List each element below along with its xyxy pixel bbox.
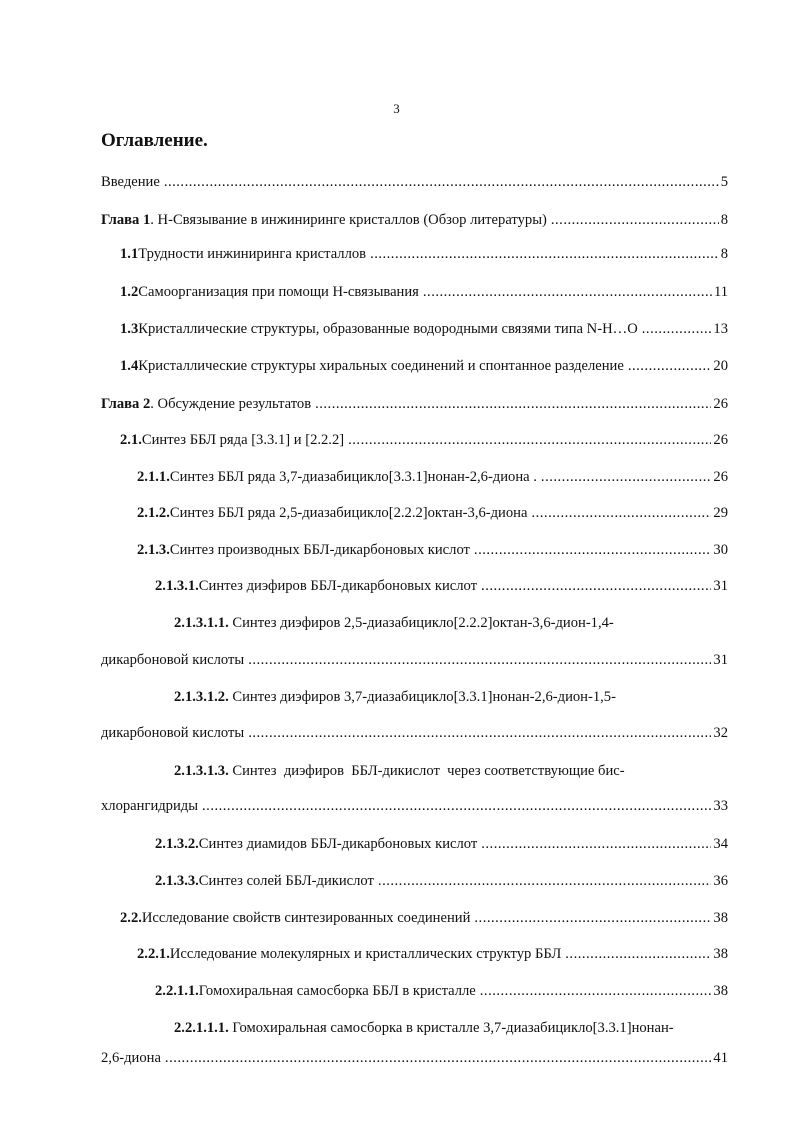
dot-leader bbox=[348, 431, 711, 449]
toc-page-number: 32 bbox=[713, 725, 728, 741]
dot-leader bbox=[315, 395, 711, 413]
toc-entry-text-continued: хлорангидриды bbox=[101, 798, 199, 814]
toc-page-number: 31 bbox=[713, 578, 728, 594]
dot-leader bbox=[164, 173, 719, 191]
toc-page-number: 26 bbox=[713, 432, 728, 448]
toc-entry-text: Гомохиральная самосборка в кристалле 3,7-диазабицикло[3.3.1]нонан- bbox=[228, 1020, 674, 1036]
toc-page-number: 38 bbox=[713, 983, 728, 999]
toc-entry-2-1-3-1-1-line2[interactable] bbox=[101, 651, 728, 669]
dot-leader bbox=[481, 835, 711, 853]
toc-entry-2-1-3-1[interactable] bbox=[155, 577, 728, 595]
toc-entry-1-3[interactable] bbox=[120, 320, 728, 338]
toc-entry-text: Синтез диэфиров 3,7-диазабицикло[3.3.1]нонан-2,6-дион-1,5- bbox=[228, 689, 616, 705]
dot-leader bbox=[480, 982, 712, 1000]
toc-page-number: 31 bbox=[713, 652, 728, 668]
toc-entry-2-1-3-1-2-line2[interactable] bbox=[101, 724, 728, 742]
toc-page-number: 38 bbox=[713, 910, 728, 926]
toc-page-number: 8 bbox=[720, 246, 728, 262]
toc-entry-text-continued: дикарбоновой кислоты bbox=[101, 652, 245, 668]
toc-entry-text: Синтез солей ББЛ-дикислот bbox=[198, 873, 374, 889]
toc-entry-text: Исследование молекулярных и кристаллических структур ББЛ bbox=[169, 946, 562, 962]
toc-entry-2-2-1-1[interactable] bbox=[155, 982, 728, 1000]
toc-page-number: 29 bbox=[713, 505, 728, 521]
toc-page-number: 26 bbox=[713, 396, 728, 412]
toc-entry-number: 1.2 bbox=[120, 284, 139, 300]
toc-entry-2-2-1[interactable] bbox=[137, 945, 728, 963]
toc-title: Оглавление. bbox=[101, 130, 208, 151]
toc-entry-text: Самоорганизация при помощи Н-связывания bbox=[138, 284, 419, 300]
toc-entry-number: 2.1.3.3. bbox=[155, 873, 199, 889]
toc-page-number: 26 bbox=[713, 469, 728, 485]
toc-entry-2-1-3-2[interactable] bbox=[155, 835, 728, 853]
toc-page-number: 34 bbox=[713, 836, 728, 852]
toc-entry-number: 2.1.3.2. bbox=[155, 836, 199, 852]
toc-page-number: 13 bbox=[713, 321, 728, 337]
toc-entry-number: 2.1.3.1.2. bbox=[174, 689, 229, 705]
toc-entry-2-1-2[interactable] bbox=[137, 504, 728, 522]
toc-entry-chapter-2[interactable] bbox=[101, 395, 728, 413]
toc-entry-2-1-3-3[interactable] bbox=[155, 872, 728, 890]
toc-page-number: 11 bbox=[713, 284, 728, 300]
dot-leader bbox=[248, 724, 711, 742]
toc-entry-number: 1.1 bbox=[120, 246, 139, 262]
toc-entry-text: Введение bbox=[101, 174, 160, 190]
dot-leader bbox=[642, 320, 712, 338]
toc-entry-2-1-3-1-3-line2[interactable] bbox=[101, 797, 728, 815]
toc-entry-text: Исследование свойств синтезированных соединений bbox=[141, 910, 471, 926]
toc-entry-number: 1.4 bbox=[120, 358, 139, 374]
toc-entry-number: 2.1.3.1. bbox=[155, 578, 199, 594]
toc-page-number: 30 bbox=[713, 542, 728, 558]
dot-leader bbox=[474, 909, 711, 927]
dot-leader bbox=[378, 872, 711, 890]
toc-entry-text: Синтез производных ББЛ-дикарбоновых кислот bbox=[169, 542, 470, 558]
toc-entry-text: . Обсуждение результатов bbox=[150, 396, 312, 412]
dot-leader bbox=[165, 1049, 711, 1067]
toc-entry-text: Гомохиральная самосборка ББЛ в кристалле bbox=[198, 983, 476, 999]
toc-entry-number: 2.2.1.1.1. bbox=[174, 1020, 229, 1036]
toc-entry-number: 2.2. bbox=[120, 910, 142, 926]
toc-entry-text: Трудности инжиниринга кристаллов bbox=[138, 246, 367, 262]
dot-leader bbox=[474, 541, 711, 559]
dot-leader bbox=[628, 357, 712, 375]
dot-leader bbox=[423, 283, 712, 301]
dot-leader bbox=[531, 504, 711, 522]
toc-entry-2-1-3-1-3-line1[interactable] bbox=[174, 762, 625, 780]
toc-entry-introduction[interactable] bbox=[101, 173, 728, 191]
toc-entry-1-4[interactable] bbox=[120, 357, 728, 375]
toc-entry-2-1[interactable] bbox=[120, 431, 728, 449]
toc-entry-number: 2.2.1.1. bbox=[155, 983, 199, 999]
toc-page-number: 20 bbox=[713, 358, 728, 374]
dot-leader bbox=[370, 245, 719, 263]
toc-entry-number: 1.3 bbox=[120, 321, 139, 337]
toc-entry-1-2[interactable] bbox=[120, 283, 728, 301]
toc-entry-text-continued: 2,6-диона bbox=[101, 1050, 161, 1066]
toc-page-number: 38 bbox=[713, 946, 728, 962]
toc-entry-2-2-1-1-1-line1[interactable] bbox=[174, 1019, 674, 1037]
toc-entry-text: Синтез диамидов ББЛ-дикарбоновых кислот bbox=[198, 836, 478, 852]
toc-entry-text: Синтез диэфиров 2,5-диазабицикло[2.2.2]октан-3,6-дион-1,4- bbox=[228, 615, 614, 631]
toc-entry-text: . Н-Связывание в инжиниринге кристаллов (Обзор литературы) bbox=[150, 212, 547, 228]
toc-entry-2-2-1-1-1-line2[interactable] bbox=[101, 1049, 728, 1067]
toc-entry-number: Глава 1 bbox=[101, 212, 151, 228]
toc-page-number: 5 bbox=[720, 174, 728, 190]
toc-page-number: 33 bbox=[713, 798, 728, 814]
toc-entry-number: Глава 2 bbox=[101, 396, 151, 412]
toc-entry-text: Синтез диэфиров ББЛ-дикарбоновых кислот bbox=[198, 578, 478, 594]
dot-leader bbox=[541, 468, 711, 486]
toc-entry-2-1-3-1-2-line1[interactable] bbox=[174, 688, 616, 706]
toc-entry-text: Синтез диэфиров ББЛ-дикислот через соответствующие бис- bbox=[228, 763, 625, 779]
toc-entry-chapter-1[interactable] bbox=[101, 211, 728, 229]
toc-entry-number: 2.2.1. bbox=[137, 946, 170, 962]
page-number: 3 bbox=[393, 101, 400, 116]
toc-entry-number: 2.1.2. bbox=[137, 505, 170, 521]
toc-entry-number: 2.1.1. bbox=[137, 469, 170, 485]
toc-entry-number: 2.1.3.1.1. bbox=[174, 615, 229, 631]
toc-entry-2-2[interactable] bbox=[120, 909, 728, 927]
dot-leader bbox=[565, 945, 711, 963]
dot-leader bbox=[248, 651, 711, 669]
toc-entry-number: 2.1.3. bbox=[137, 542, 170, 558]
toc-entry-text: Синтез ББЛ ряда [3.3.1] и [2.2.2] bbox=[141, 432, 345, 448]
toc-entry-text: Кристаллические структуры, образованные водородными связями типа N-H…O bbox=[138, 321, 638, 337]
dot-leader bbox=[202, 797, 711, 815]
toc-entry-text: Синтез ББЛ ряда 2,5-диазабицикло[2.2.2]октан-3,6-диона bbox=[169, 505, 528, 521]
dot-leader bbox=[481, 577, 711, 595]
toc-entry-number: 2.1. bbox=[120, 432, 142, 448]
toc-entry-text: Синтез ББЛ ряда 3,7-диазабицикло[3.3.1]нонан-2,6-диона . bbox=[169, 469, 537, 485]
toc-entry-2-1-3-1-1-line1[interactable] bbox=[174, 614, 614, 632]
toc-entry-1-1[interactable] bbox=[120, 245, 728, 263]
toc-entry-text-continued: дикарбоновой кислоты bbox=[101, 725, 245, 741]
toc-page-number: 41 bbox=[713, 1050, 728, 1066]
dot-leader bbox=[551, 211, 719, 229]
toc-entry-number: 2.1.3.1.3. bbox=[174, 763, 229, 779]
toc-page-number: 36 bbox=[713, 873, 728, 889]
toc-page-number: 8 bbox=[720, 212, 728, 228]
toc-entry-2-1-1[interactable] bbox=[137, 468, 728, 486]
toc-entry-text: Кристаллические структуры хиральных соединений и спонтанное разделение bbox=[138, 358, 624, 374]
toc-entry-2-1-3[interactable] bbox=[137, 541, 728, 559]
